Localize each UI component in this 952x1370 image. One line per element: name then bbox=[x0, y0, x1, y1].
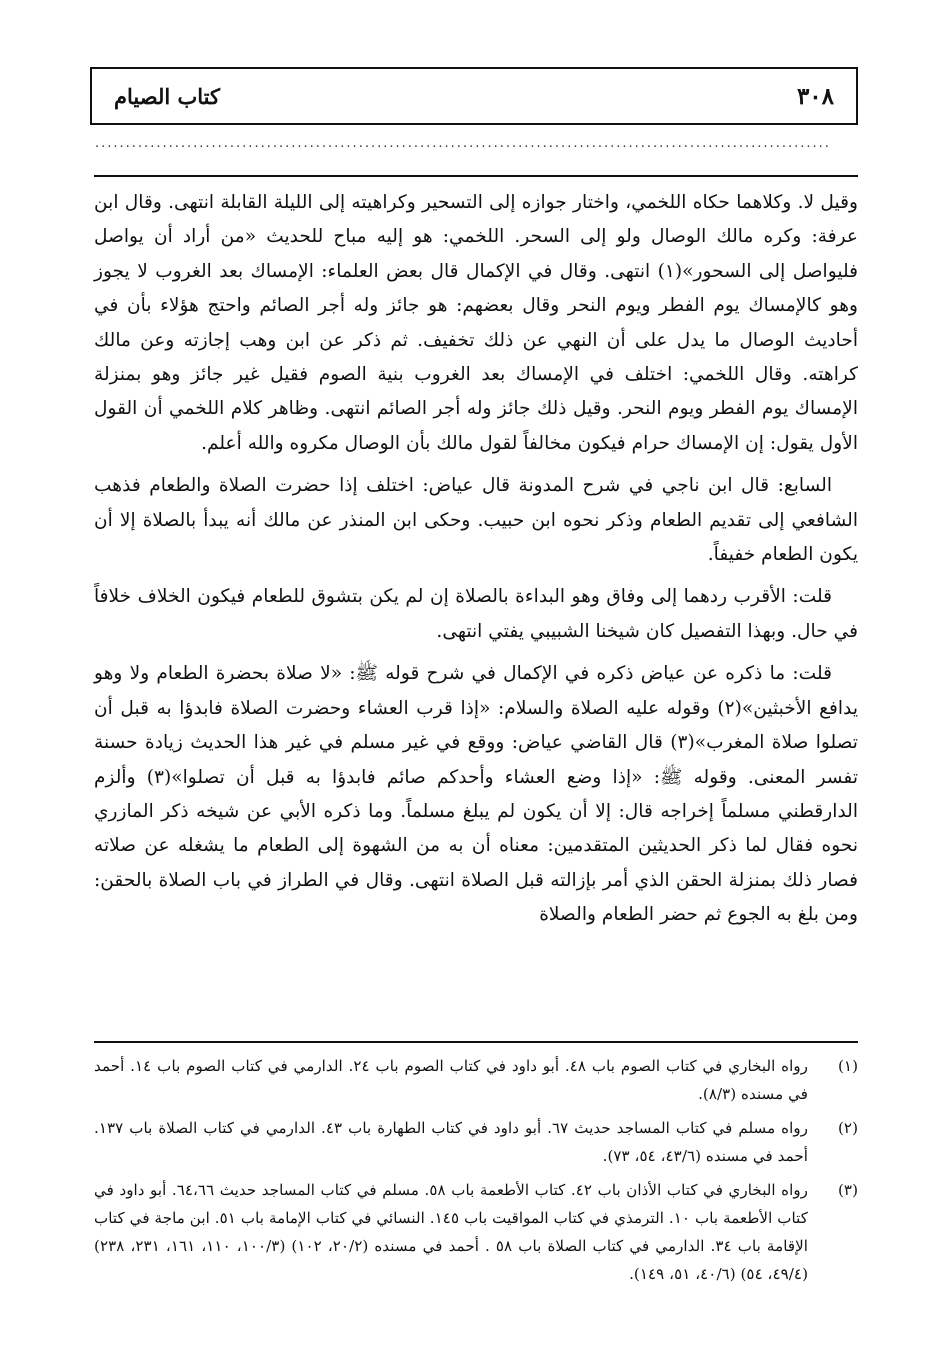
main-text bbox=[94, 186, 858, 941]
footnote-rule bbox=[94, 1041, 858, 1043]
footnote-text: رواه البخاري في كتاب الأذان باب ٤٢. كتاب الأطعمة باب ٥٨. مسلم في كتاب المساجد حديث ٦٤،٦٦. أبو داود في كتاب الأطعمة باب ١٠. الترمذي في كتاب المواقيت باب ١٤٥. النسائي في كتاب الإمامة باب ٥١. ابن ماجة في كتاب الإقامة باب ٣٤. الدارمي في كتاب الصلاة باب ٥٨ . أحمد في مسنده (٢٠/٢، ١٠٢) (١٠٠/٣، ١١٠، ١٦١، ٢٣١، ٢٣٨) (٤٩/٤، ٥٤) (٤٠/٦، ٥١، ١٤٩). bbox=[94, 1181, 808, 1283]
paragraph: السابع: قال ابن ناجي في شرح المدونة قال عياض: اختلف إذا حضرت الصلاة والطعام فذهب الشافعي إلى تقديم الطعام وذكر نحوه ابن حبيب. وحكى ابن المنذر عن مالك أنه يبدأ بالصلاة إلا أن يكون الطعام خفيفاً. bbox=[94, 475, 858, 566]
book-title: كتاب الصيام bbox=[114, 83, 220, 109]
paragraph: وقيل لا. وكلاهما حكاه اللخمي، واختار جوازه إلى التسحير وكراهيته إلى الليلة القابلة انتهى. وقال ابن عرفة: وكره مالك الوصال ولو إلى السحر. اللخمي: هو إليه مباح للحديث «من أراد أن يواصل فليواصل إلى السحور»(١) انتهى. وقال في الإكمال قال بعض العلماء: الإمساك بعد الغروب لا يجوز وهو كالإمساك يوم الفطر ويوم النحر وقال بعضهم: هو جائز وله أجر الصائم واحتج هؤلاء بأن في أحاديث الوصال ما يدل على أن النهي عن ذلك تخفيف. ثم ذكر عن ابن وهب إجازته وعن مالك كراهته. وقال اللخمي: اختلف في الإمساك بعد الغروب بنية الصوم فقيل غير جائز وهو بمنزلة الإمساك يوم الفطر ويوم النحر. وقيل ذلك جائز وله أجر الصائم انتهى. وظاهر كلام اللخمي أن القول الأول يقول: إن الإمساك حرام فيكون مخالفاً لقول مالك بأن الوصال مكروه والله أعلم. bbox=[94, 192, 858, 454]
page-header bbox=[90, 67, 858, 125]
footnote-text: رواه مسلم في كتاب المساجد حديث ٦٧. أبو داود في كتاب الطهارة باب ٤٣. الدارمي في كتاب الصلاة باب ١٣٧. أحمد في مسنده (٤٣/٦، ٥٤، ٧٣). bbox=[94, 1119, 809, 1165]
paragraph: قلت: ما ذكره عن عياض ذكره في الإكمال في شرح قوله ﷺ: «لا صلاة بحضرة الطعام ولا وهو يدافع الأخبثين»(٢) وقوله عليه الصلاة والسلام: «إذا قرب العشاء وحضرت الصلاة فابدؤا به قبل أن تصلوا صلاة المغرب»(٣) قال القاضي عياض: ووقع في غير مسلم في غير هذا الحديث زيادة حسنة تفسر المعنى. وقوله ﷺ: «إذا وضع العشاء وأحدكم صائم فابدؤا به قبل أن تصلوا»(٣) وألزم الدارقطني مسلماً إخراجه قال: إلا أن يكون لم يبلغ مسلماً. وما ذكره الأبي عن شيخه ذكر المازري نحوه فقال لما ذكر الحديثين المتقدمين: معناه أن به من الشهوة إلى الطعام ما يشغله عن صلاته فصار ذلك بمنزلة الحقن الذي أمر بإزالته قبل الصلاة انتهى. وقال في الطراز في باب الصلاة بالحقن: ومن بلغ به الجوع ثم حضر الطعام والصلاة bbox=[94, 663, 858, 926]
dotted-separator bbox=[95, 137, 855, 151]
page-number: ٣٠٨ bbox=[796, 82, 834, 110]
footnote-text: رواه البخاري في كتاب الصوم باب ٤٨. أبو داود في كتاب الصوم باب ٢٤. الدارمي في كتاب الصوم باب ١٤. أحمد في مسنده (٨/٣). bbox=[94, 1057, 808, 1103]
footnotes bbox=[94, 1052, 858, 1294]
footnote-number: (٣) bbox=[837, 1181, 858, 1199]
paragraph: قلت: الأقرب ردهما إلى وفاق وهو البداءة بالصلاة إن لم يكن بتشوق للطعام فيكون الخلاف خلافاً في حال. وبهذا التفصيل كان شيخنا الشبيبي يفتي انتهى. bbox=[94, 586, 858, 642]
footnote bbox=[94, 1114, 858, 1170]
header-rule bbox=[94, 175, 858, 177]
footnote-number: (٢) bbox=[837, 1119, 858, 1137]
footnote bbox=[94, 1176, 858, 1288]
footnote-number: (١) bbox=[837, 1057, 858, 1075]
footnote bbox=[94, 1052, 858, 1108]
